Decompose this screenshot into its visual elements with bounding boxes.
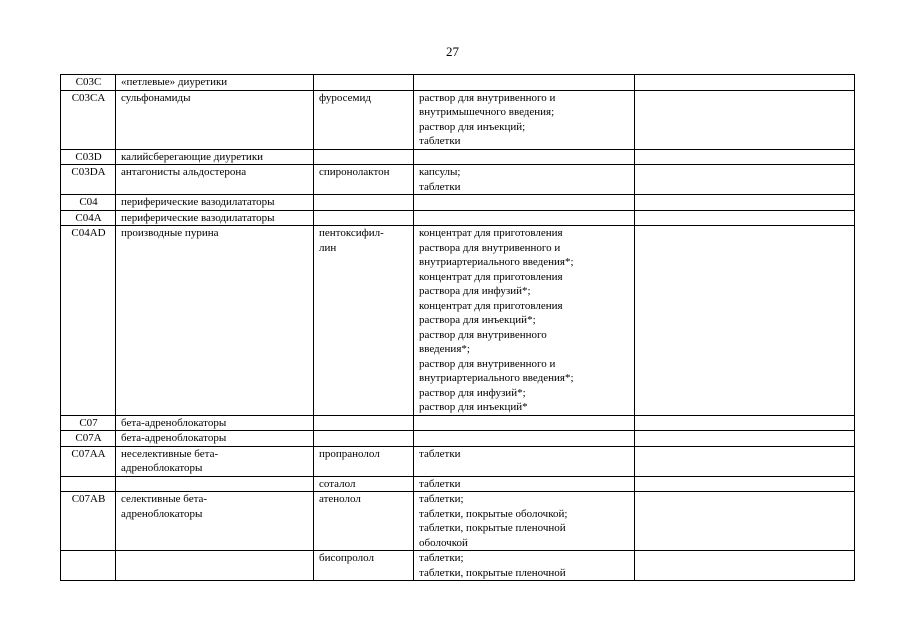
group-name-cell — [116, 446, 314, 476]
group-name-cell — [116, 149, 314, 165]
group-name-line: адреноблокаторы — [121, 507, 203, 520]
dosage-forms-line: раствор для внутривенного и — [419, 357, 556, 370]
atc-code-cell: C04A — [61, 210, 116, 226]
atc-code-cell: C07AA — [61, 446, 116, 476]
table-body — [61, 75, 855, 581]
extra-cell — [635, 90, 855, 149]
dosage-forms-line: таблетки — [419, 180, 461, 193]
dosage-forms-line: концентрат для приготовления — [419, 299, 563, 312]
dosage-forms-line: внутримышечного введения; — [419, 106, 555, 118]
extra-cell — [635, 165, 855, 195]
drug-name-cell — [314, 75, 414, 91]
atc-code-cell — [61, 476, 116, 492]
drug-name-cell — [314, 415, 414, 431]
dosage-forms-cell — [414, 415, 635, 431]
dosage-forms-cell — [414, 195, 635, 211]
group-name-cell — [116, 210, 314, 226]
group-name-line: бета-адреноблокаторы — [121, 432, 227, 444]
group-name-line: неселективные бета- — [121, 447, 219, 460]
group-name-cell — [116, 226, 314, 416]
group-name-line: производные пурина — [121, 227, 219, 239]
drug-name-cell — [314, 492, 414, 551]
extra-cell — [635, 431, 855, 447]
group-name-line: «петлевые» диуретики — [121, 76, 228, 88]
dosage-forms-line: таблетки — [419, 135, 461, 147]
group-name-cell — [116, 75, 314, 91]
dosage-forms-line: раствор для внутривенного — [419, 328, 547, 341]
table-row — [61, 492, 855, 551]
table-row — [61, 165, 855, 195]
dosage-forms-line: введения*; — [419, 343, 470, 355]
atc-code-cell: C03CA — [61, 90, 116, 149]
table-row — [61, 149, 855, 165]
table-row — [61, 226, 855, 416]
table-row — [61, 446, 855, 476]
dosage-forms-line: таблетки, покрытые пленочной — [419, 566, 566, 579]
table-row — [61, 210, 855, 226]
drug-name-cell — [314, 165, 414, 195]
dosage-forms-cell — [414, 492, 635, 551]
dosage-forms-line: концентрат для приготовления — [419, 227, 563, 239]
dosage-forms-cell — [414, 75, 635, 91]
drug-name-cell — [314, 551, 414, 581]
dosage-forms-line: раствор для внутривенного и — [419, 91, 556, 104]
drug-table — [60, 74, 855, 581]
table-row — [61, 195, 855, 211]
table-row — [61, 476, 855, 492]
group-name-line: селективные бета- — [121, 493, 208, 505]
dosage-forms-line: оболочкой — [419, 536, 468, 549]
extra-cell — [635, 415, 855, 431]
group-name-cell — [116, 415, 314, 431]
drug-name-cell — [314, 210, 414, 226]
dosage-forms-cell — [414, 431, 635, 447]
group-name-cell — [116, 431, 314, 447]
dosage-forms-cell — [414, 210, 635, 226]
drug-name-line: бисопролол — [319, 552, 374, 564]
extra-cell — [635, 226, 855, 416]
atc-code-cell: C07AB — [61, 492, 116, 551]
dosage-forms-cell — [414, 226, 635, 416]
dosage-forms-line: раствор для инъекций* — [419, 401, 528, 413]
dosage-forms-cell — [414, 446, 635, 476]
dosage-forms-line: концентрат для приготовления — [419, 270, 563, 283]
drug-name-cell — [314, 476, 414, 492]
dosage-forms-cell — [414, 165, 635, 195]
drug-name-cell — [314, 431, 414, 447]
dosage-forms-cell — [414, 551, 635, 581]
drug-name-cell — [314, 90, 414, 149]
drug-name-cell — [314, 446, 414, 476]
page-number: 27 — [446, 44, 459, 59]
dosage-forms-line: таблетки; — [419, 552, 464, 564]
extra-cell — [635, 551, 855, 581]
extra-cell — [635, 210, 855, 226]
atc-code-cell: C04 — [61, 195, 116, 211]
table-row — [61, 431, 855, 447]
dosage-forms-cell — [414, 476, 635, 492]
table-row — [61, 90, 855, 149]
dosage-forms-line: раствора для инфузий*; — [419, 285, 531, 297]
group-name-line: калийсберегающие диуретики — [121, 150, 264, 163]
dosage-forms-line: таблетки — [419, 477, 461, 490]
dosage-forms-line: раствор для инъекций; — [419, 120, 526, 133]
extra-cell — [635, 476, 855, 492]
drug-name-line: лин — [319, 241, 337, 254]
drug-name-cell — [314, 195, 414, 211]
drug-name-line: пропранолол — [319, 447, 380, 460]
drug-name-line: фуросемид — [319, 91, 371, 104]
table-row — [61, 415, 855, 431]
group-name-line: периферические вазодилататоры — [121, 211, 275, 224]
dosage-forms-cell — [414, 149, 635, 165]
dosage-forms-line: раствора для внутривенного и — [419, 241, 561, 254]
group-name-line: антагонисты альдостерона — [121, 166, 247, 178]
atc-code-cell: C04AD — [61, 226, 116, 416]
drug-name-line: пентоксифил- — [319, 227, 384, 239]
dosage-forms-line: таблетки — [419, 447, 461, 460]
group-name-cell — [116, 492, 314, 551]
dosage-forms-line: внутриартериального введения*; — [419, 372, 574, 384]
dosage-forms-line: раствор для инфузий*; — [419, 386, 526, 399]
drug-name-line: спиронолактон — [319, 166, 390, 178]
group-name-cell — [116, 90, 314, 149]
group-name-line: сульфонамиды — [121, 91, 191, 104]
group-name-cell — [116, 195, 314, 211]
extra-cell — [635, 492, 855, 551]
drug-name-line: соталол — [319, 477, 356, 490]
group-name-cell — [116, 165, 314, 195]
table-row — [61, 75, 855, 91]
table-row — [61, 551, 855, 581]
extra-cell — [635, 149, 855, 165]
extra-cell — [635, 446, 855, 476]
group-name-cell — [116, 476, 314, 492]
atc-code-cell: C03D — [61, 149, 116, 165]
group-name-line: периферические вазодилататоры — [121, 196, 275, 208]
dosage-forms-cell — [414, 90, 635, 149]
dosage-forms-line: внутриартериального введения*; — [419, 256, 574, 268]
atc-code-cell: C03DA — [61, 165, 116, 195]
drug-name-cell — [314, 226, 414, 416]
atc-code-cell: C07 — [61, 415, 116, 431]
drug-name-cell — [314, 149, 414, 165]
dosage-forms-line: таблетки; — [419, 493, 464, 505]
dosage-forms-line: таблетки, покрытые пленочной — [419, 522, 566, 534]
dosage-forms-line: капсулы; — [419, 166, 461, 178]
group-name-line: бета-адреноблокаторы — [121, 416, 227, 429]
drug-name-line: атенолол — [319, 493, 361, 505]
group-name-cell — [116, 551, 314, 581]
dosage-forms-line: таблетки, покрытые оболочкой; — [419, 507, 568, 520]
atc-code-cell: C07A — [61, 431, 116, 447]
extra-cell — [635, 195, 855, 211]
dosage-forms-line: раствора для инъекций*; — [419, 314, 536, 326]
group-name-line: адреноблокаторы — [121, 462, 203, 474]
extra-cell — [635, 75, 855, 91]
atc-code-cell — [61, 551, 116, 581]
atc-code-cell: C03C — [61, 75, 116, 91]
